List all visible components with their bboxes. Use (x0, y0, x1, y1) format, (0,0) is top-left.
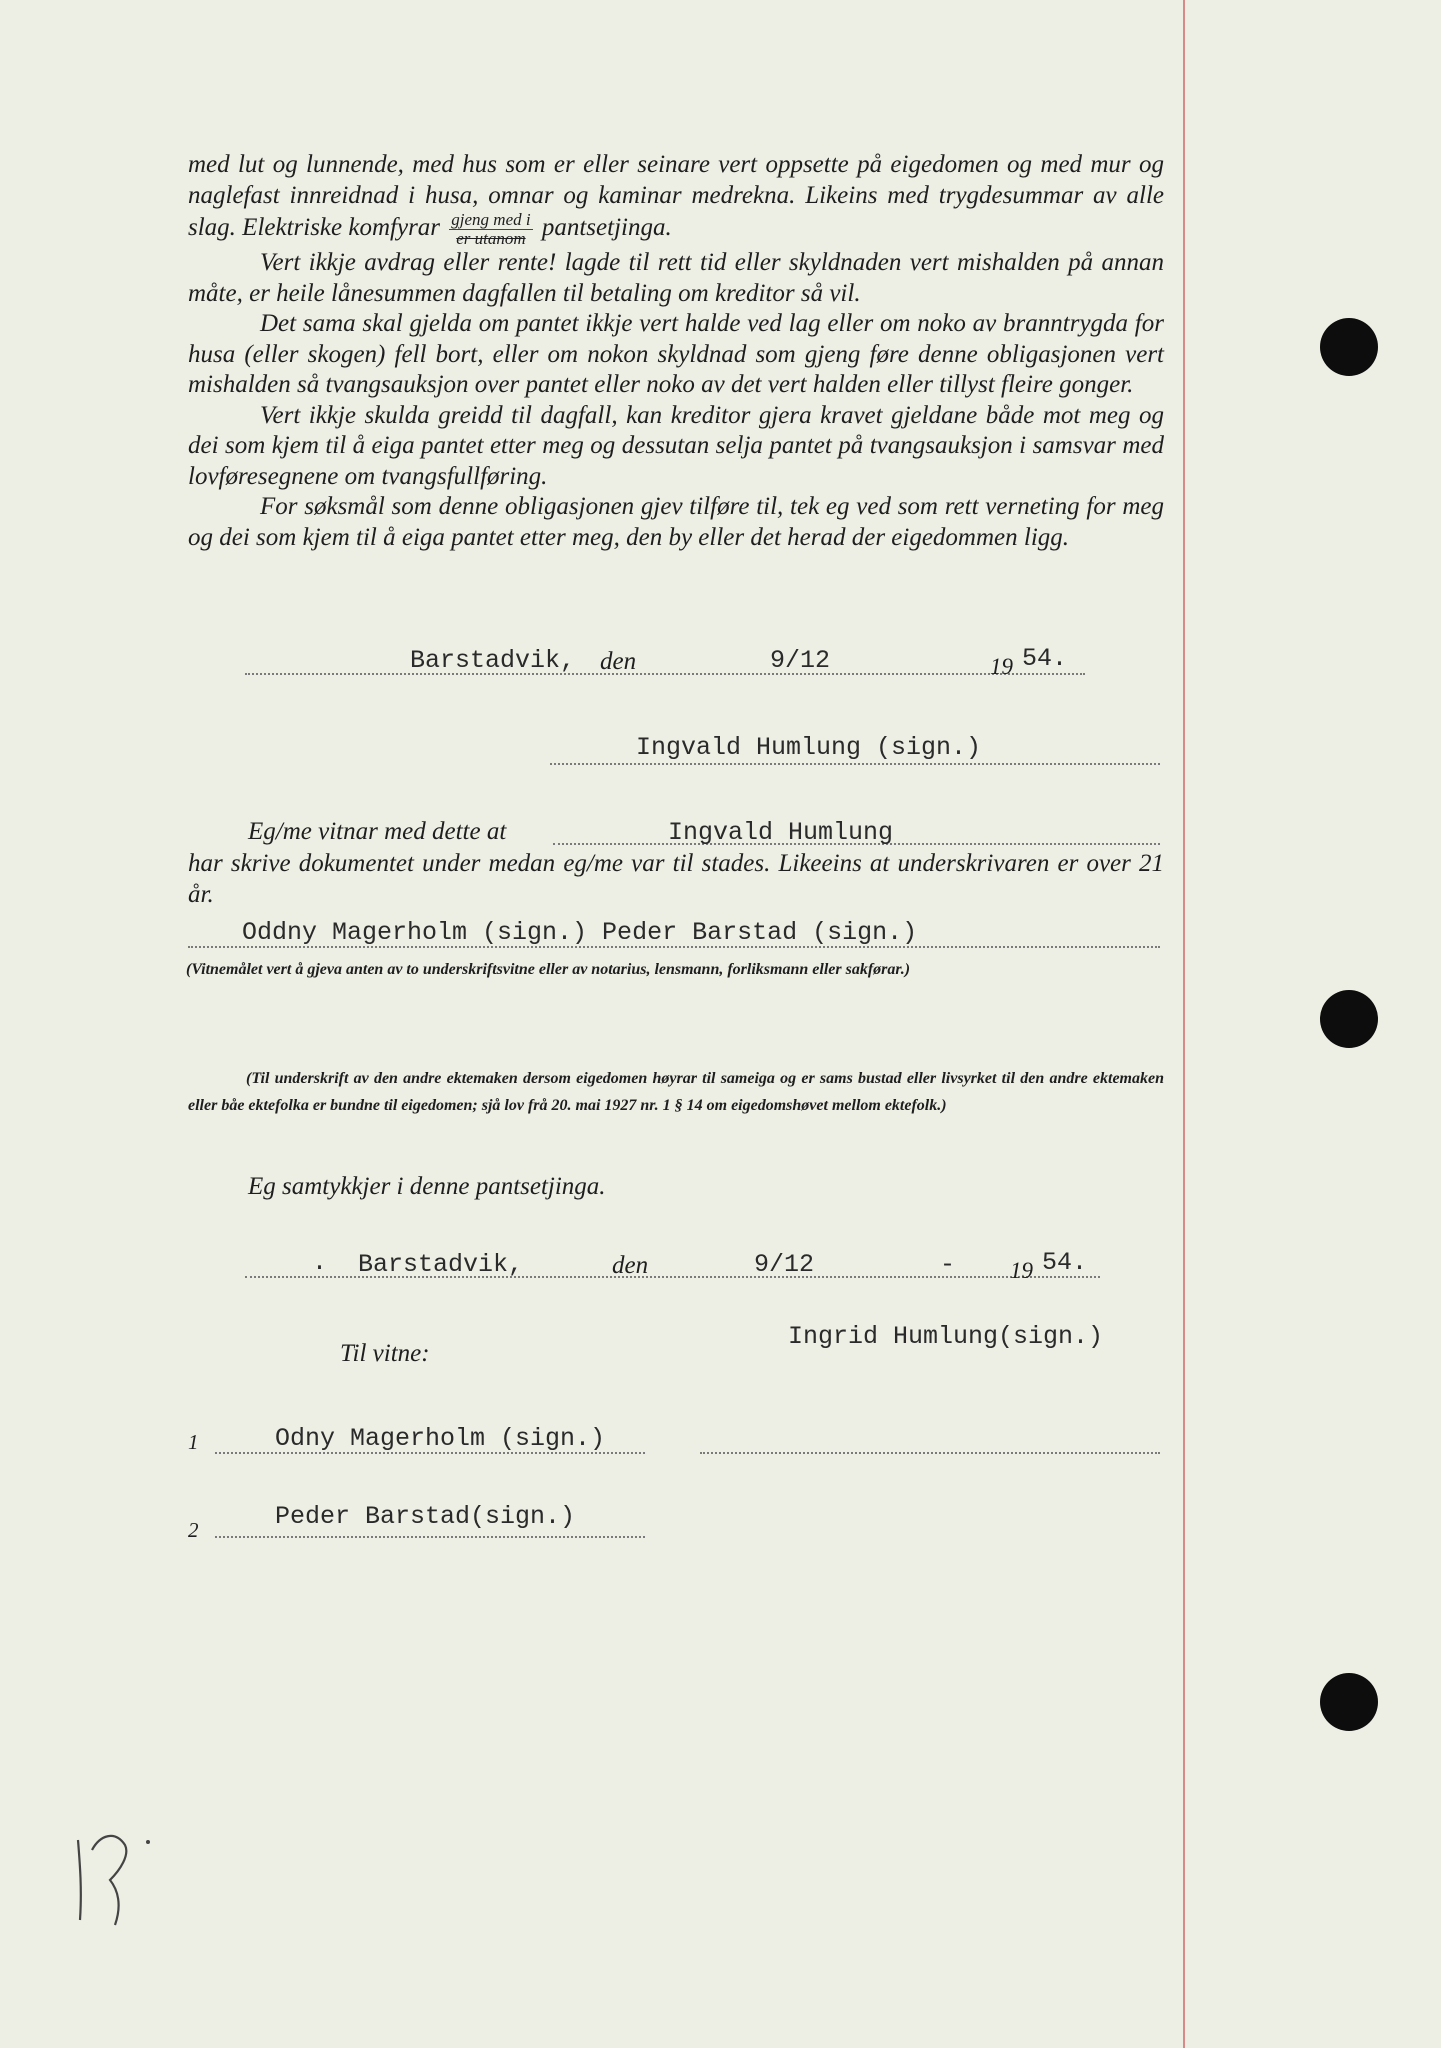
fraction-choice: $\frac{\text{gjeng med i}}{\text{er utanom}}$ (451, 210, 531, 248)
date1-place: Barstadvik, (410, 646, 576, 675)
paragraph-default: Vert ikkje avdrag eller rente! lagde til rett tid eller skyldnaden vert mishalden på annan måte, er heile lånesummen dagfallen til betaling om kreditor så vil. (188, 249, 1164, 307)
consent-text: Eg samtykkjer i denne pantsetjinga. (248, 1173, 606, 1200)
witness-number-1: 1 (188, 1430, 199, 1454)
date2-place: Barstadvik, (358, 1250, 524, 1279)
punch-hole (1320, 318, 1378, 376)
date2-dash: - (940, 1250, 956, 1279)
date1-year-prefix: 19 (990, 654, 1013, 679)
date2-year-prefix: 19 (1010, 1258, 1033, 1283)
date1-den-label: den (600, 648, 637, 675)
spouse-witness-line (700, 1452, 1160, 1454)
date-line-1 (245, 673, 1085, 675)
witness-signatures: Oddny Magerholm (sign.) Peder Barstad (sign.) (242, 918, 918, 947)
signature-ingvald: Ingvald Humlung (sign.) (636, 733, 982, 762)
paragraph-insurance: Det sama skal gjelda om pantet ikkje vert halde ved lag eller om noko av branntrygda for husa (eller skogen) fell bort, eller om nokon skyldnad som gjeng føre denne obligasjonen vert mishalden så tvangsauksjon over pantet eller noko av det vert halden eller tillyst fleire gonger. (188, 310, 1164, 398)
handwritten-initials-mark (70, 1820, 160, 1930)
witnesses-label: Til vitne: (340, 1340, 430, 1367)
witness-subject-name: Ingvald Humlung (668, 818, 894, 847)
page-margin-line (1183, 0, 1185, 2048)
date1-year-suffix: 54. (1022, 644, 1068, 673)
witness-2-name: Peder Barstad(sign.) (275, 1502, 576, 1531)
punch-hole (1320, 990, 1378, 1048)
paragraph-enforcement: Vert ikkje skulda greidd til dagfall, kan kreditor gjera kravet gjeldane både mot meg og dei som kjem til å eiga pantet etter meg og dessutan selja pantet på tvangsauksjon i samsvar med lovføresegnene om tvangsfullføring. (188, 401, 1164, 490)
main-text-block (188, 150, 1164, 553)
signature-line-1 (550, 763, 1160, 765)
date2-date: 9/12 (754, 1250, 815, 1279)
witness-lead: Eg/me vitnar med dette at (248, 818, 507, 845)
signature-ingrid: Ingrid Humlung(sign.) (788, 1322, 1104, 1351)
witness-number-2: 2 (188, 1518, 199, 1542)
paragraph-venue: For søksmål som denne obligasjonen gjev tilføre til, tek eg ved som rett verneting for meg og dei som kjem til å eiga pantet etter meg, den by eller det herad der eigedommen ligg. (188, 493, 1164, 551)
date2-year-suffix: 54. (1042, 1248, 1088, 1277)
witness-text: har skrive dokumentet under medan eg/me var til stades. Likeeins at underskrivaren er over 21 år. (188, 850, 1164, 908)
witness-note: (Vitnemålet vert å gjeva anten av to underskriftsvitne eller av notarius, lensmann, forliksmann eller sakførar.) (186, 961, 911, 978)
witness-1-name: Odny Magerholm (sign.) (275, 1424, 606, 1453)
date2-dot: . (312, 1248, 328, 1277)
spouse-note: (Til underskrift av den andre ektemaken dersom eigedomen høyrar til sameiga og er sams bustad eller livsyrket til den andre ektemaken eller båe ektefolka er bundne til eigedomen; sjå lov frå 20. mai 1927 nr. 1 § 14 om eigedomshøvet mellom ektefolk.) (188, 1070, 1164, 1114)
date1-date: 9/12 (770, 646, 831, 675)
paragraph-property: med lut og lunnende, med hus som er eller seinare vert oppsette på eigedomen og med mur og naglefast innreidnad i husa, omnar og kaminar medrekna. Likeins med trygdesummar av alle slag. Elektriske komfyrar $\frac{\text{gjeng med i}}{\text{er utanom}}$ pantsetjinga. (188, 151, 1164, 248)
punch-hole (1320, 1673, 1378, 1731)
date2-den-label: den (612, 1252, 649, 1279)
witness-line-2 (215, 1536, 645, 1538)
